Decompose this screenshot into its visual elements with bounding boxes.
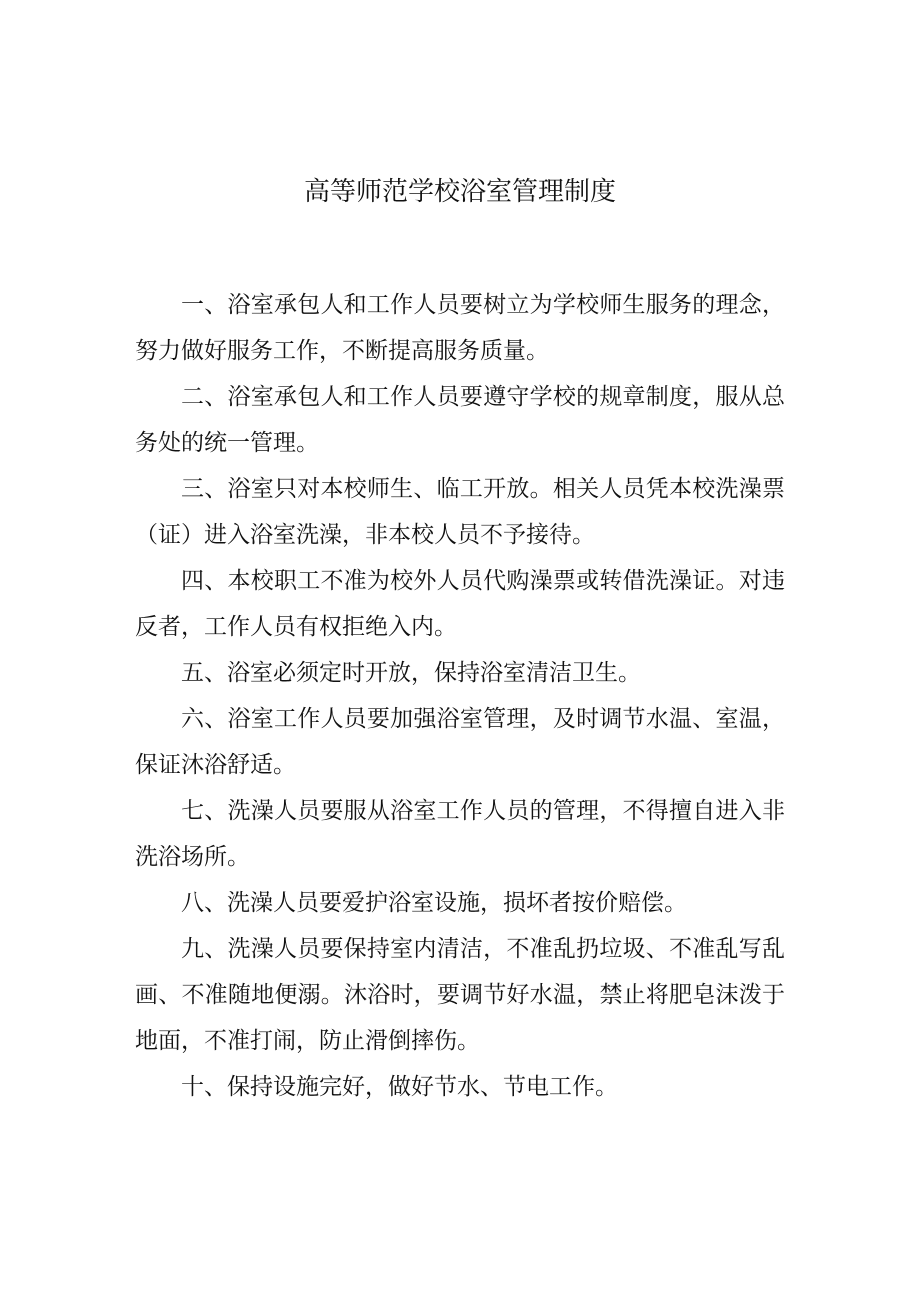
rule-paragraph-10: 十、保持设施完好，做好节水、节电工作。 — [181, 1074, 618, 1100]
rule-paragraph-6: 六、浴室工作人员要加强浴室管理，及时调节水温、室温，保证沐浴舒适。 — [135, 706, 785, 778]
rule-paragraph-3: 三、浴室只对本校师生、临工开放。相关人员凭本校洗澡票（证）进入浴室洗澡，非本校人员不予接待。 — [135, 476, 785, 548]
rule-paragraph-5: 五、浴室必须定时开放，保持浴室清洁卫生。 — [181, 660, 641, 686]
document-body — [135, 282, 785, 1110]
rule-paragraph-7: 七、洗澡人员要服从浴室工作人员的管理，不得擅自进入非洗浴场所。 — [135, 798, 785, 870]
document-title: 高等师范学校浴室管理制度 — [303, 177, 616, 207]
rule-paragraph-8: 八、洗澡人员要爱护浴室设施，损坏者按价赔偿。 — [181, 890, 687, 916]
rule-paragraph-9: 九、洗澡人员要保持室内清洁，不准乱扔垃圾、不准乱写乱画、不准随地便溺。沐浴时，要调节好水温，禁止将肥皂沫泼于地面，不准打闹，防止滑倒摔伤。 — [135, 936, 785, 1054]
rule-paragraph-4: 四、本校职工不准为校外人员代购澡票或转借洗澡证。对违反者，工作人员有权拒绝入内。 — [135, 568, 785, 640]
rule-paragraph-2: 二、浴室承包人和工作人员要遵守学校的规章制度，服从总务处的统一管理。 — [135, 384, 785, 456]
rule-paragraph-1: 一、浴室承包人和工作人员要树立为学校师生服务的理念，努力做好服务工作，不断提高服务质量。 — [135, 292, 785, 364]
